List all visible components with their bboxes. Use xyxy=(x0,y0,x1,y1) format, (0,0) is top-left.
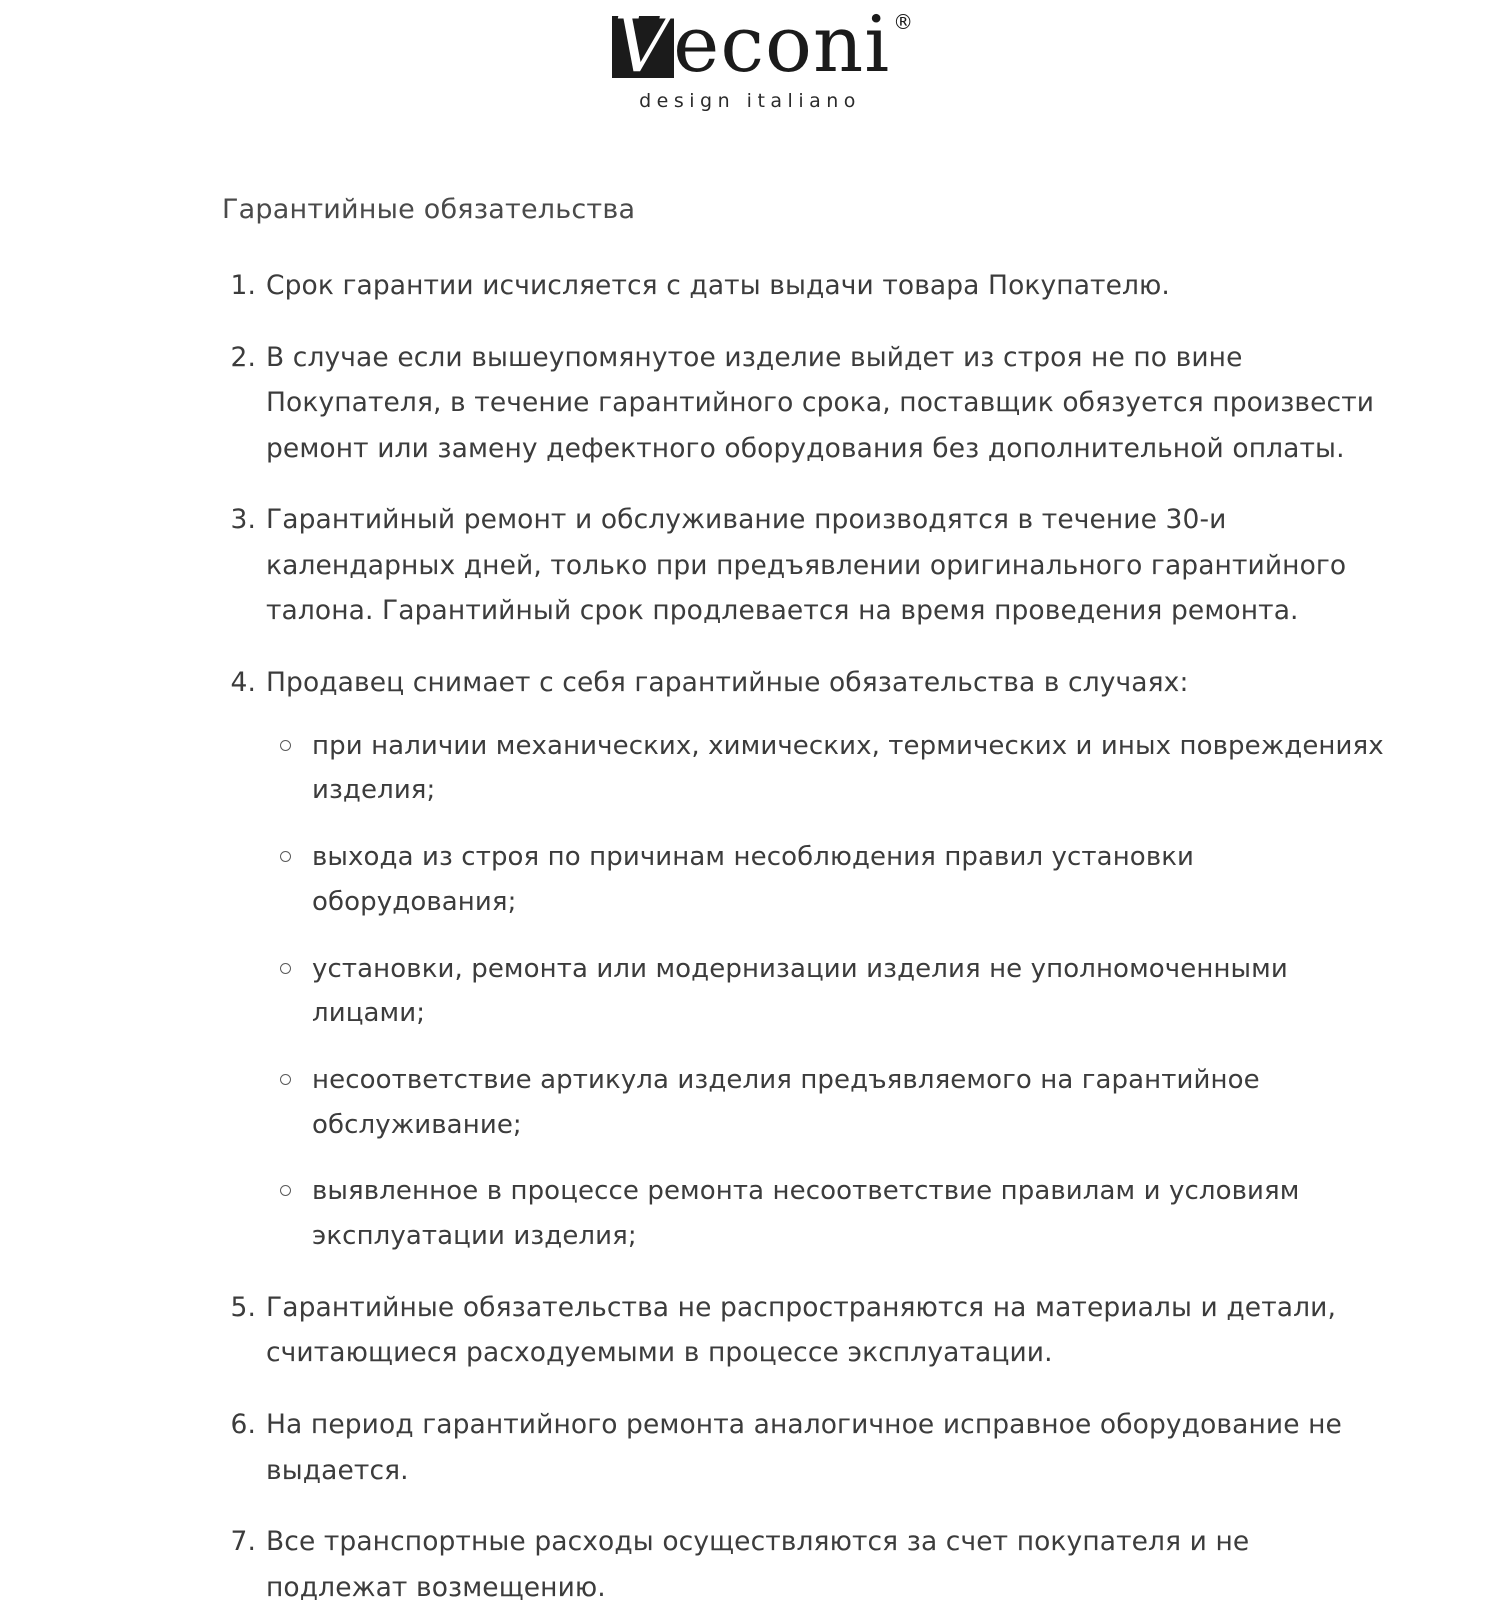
subclause-item xyxy=(266,1169,1390,1258)
subclause-text: установки, ремонта или модернизации изделия не уполномоченными лицами; xyxy=(312,953,1288,1029)
clause-text: Продавец снимает с себя гарантийные обязательства в случаях: xyxy=(266,667,1189,699)
clause-number: 7. xyxy=(230,1526,256,1558)
clause-text: На период гарантийного ремонта аналогичное исправное оборудование не выдается. xyxy=(266,1408,1342,1486)
subclause-item xyxy=(266,947,1390,1036)
logo-initial-letter: V xyxy=(613,0,672,90)
logo-tagline: design italiano xyxy=(639,90,861,112)
logo-wordmark xyxy=(610,0,915,90)
clause-number: 6. xyxy=(230,1408,256,1440)
circle-bullet-icon xyxy=(280,851,291,862)
subclause-text: выявленное в процессе ремонта несоответствие правилам и условиям эксплуатации изделия; xyxy=(312,1176,1300,1252)
circle-bullet-icon xyxy=(280,963,291,974)
clause-list xyxy=(222,263,1390,1610)
logo-brand-name xyxy=(610,0,915,90)
document-body xyxy=(110,194,1390,1610)
clause-item xyxy=(222,1519,1390,1610)
brand-logo xyxy=(0,0,1500,112)
circle-bullet-icon xyxy=(280,1074,291,1085)
subclause-item xyxy=(266,1058,1390,1147)
logo-brand-rest: econi xyxy=(673,0,891,90)
clause-item xyxy=(222,497,1390,634)
subclause-list xyxy=(266,724,1390,1259)
clause-text: Гарантийные обязательства не распространяются на материалы и детали, считающиеся расходуемыми в процессе эксплуатации. xyxy=(266,1291,1336,1369)
clause-number: 3. xyxy=(230,504,256,536)
registered-trademark-icon: ® xyxy=(893,10,915,34)
clause-item xyxy=(222,335,1390,472)
circle-bullet-icon xyxy=(280,1185,291,1196)
clause-text: Все транспортные расходы осуществляются за счет покупателя и не подлежат возмещению. xyxy=(266,1526,1250,1603)
clause-text: Гарантийный ремонт и обслуживание производятся в течение 30-и календарных дней, только при предъявлении оригинального гарантийного талона. Гарантийный срок продлевается на время проведения ремонта. xyxy=(266,504,1347,627)
subclause-text: при наличии механических, химических, термических и иных повреждениях изделия; xyxy=(312,730,1384,806)
clause-text: Срок гарантии исчисляется с даты выдачи товара Покупателю. xyxy=(266,270,1170,301)
clause-item xyxy=(222,1402,1390,1493)
subclause-item xyxy=(266,835,1390,924)
clause-item xyxy=(222,660,1390,1259)
subclause-text: несоответствие артикула изделия предъявляемого на гарантийное обслуживание; xyxy=(312,1064,1260,1140)
clause-item xyxy=(222,263,1390,309)
clause-number: 1. xyxy=(230,270,256,301)
clause-item xyxy=(222,1285,1390,1376)
clause-text: В случае если вышеупомянутое изделие выйдет из строя не по вине Покупателя, в течение гарантийного срока, поставщик обязуется произвести ремонт или замену дефектного оборудования без дополнительной оплаты. xyxy=(266,341,1375,464)
subclause-item xyxy=(266,724,1390,813)
clause-number: 2. xyxy=(230,341,256,373)
circle-bullet-icon xyxy=(280,740,291,751)
clause-number: 4. xyxy=(230,667,256,699)
page-title: Гарантийные обязательства xyxy=(222,194,636,225)
clause-number: 5. xyxy=(230,1291,256,1323)
subclause-text: выхода из строя по причинам несоблюдения правил установки оборудования; xyxy=(312,842,1195,917)
